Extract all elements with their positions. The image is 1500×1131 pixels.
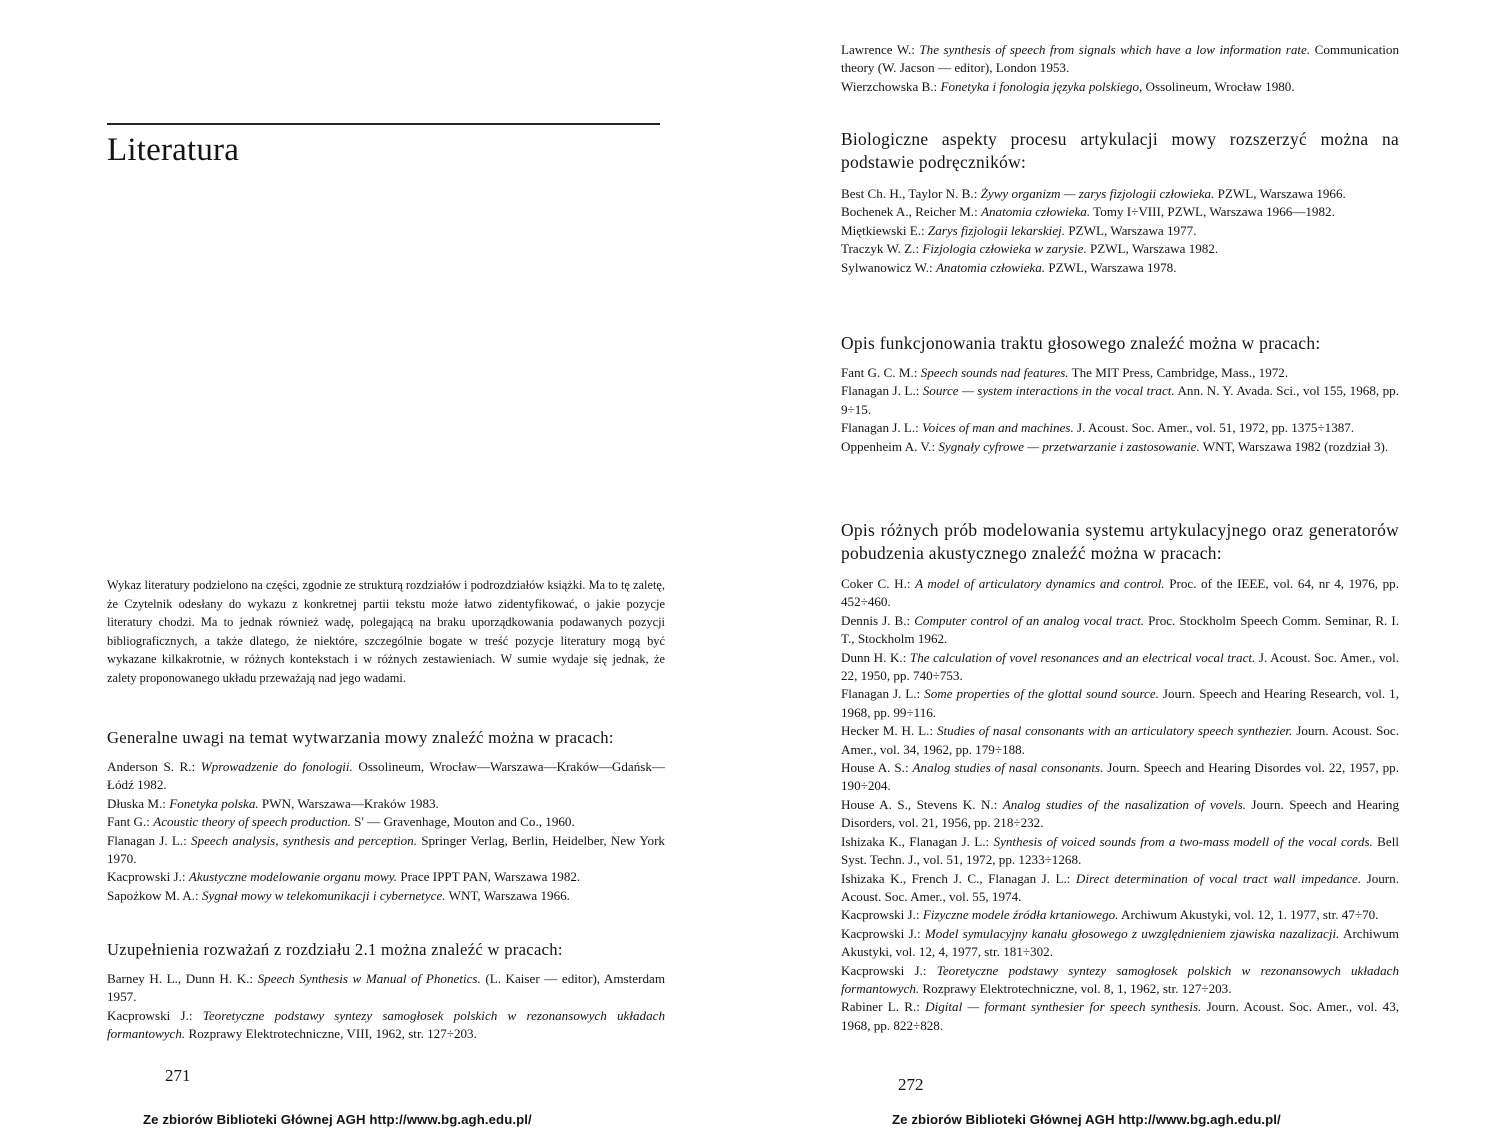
reference-publication: Archiwum Akustyki, vol. 12, 4, 1977, str. 181÷302. bbox=[841, 925, 1399, 960]
reference-entry bbox=[841, 203, 1399, 221]
reference-author: Dennis J. B.: bbox=[841, 612, 915, 628]
reference-title: A model of articulatory dynamics and control. bbox=[915, 576, 1165, 591]
reference-list bbox=[107, 758, 665, 905]
reference-author: Flanagan J. L.: bbox=[107, 832, 192, 848]
reference-publication: Tomy I÷VIII, PZWL, Warszawa 1966—1982. bbox=[1090, 204, 1335, 220]
reference-title: Digital — formant synthesier for speech synthesis. bbox=[925, 999, 1202, 1015]
reference-publication: (L. Kaiser — editor), Amsterdam 1957. bbox=[107, 971, 666, 1005]
reference-entry bbox=[841, 796, 1399, 833]
reference-entry bbox=[841, 185, 1399, 203]
reference-author: Traczyk W. Z.: bbox=[841, 241, 923, 257]
reference-author: Sylwanowicz W.: bbox=[841, 259, 936, 275]
section-heading: Generalne uwagi na temat wytwarzania mowy znaleźć można w pracach: bbox=[107, 728, 614, 747]
reference-author: Lawrence W.: bbox=[841, 42, 920, 57]
reference-entry bbox=[841, 833, 1399, 870]
reference-publication: Ossolineum, Wrocław 1980. bbox=[1142, 78, 1295, 94]
reference-publication: PZWL, Warszawa 1978. bbox=[1045, 259, 1177, 275]
reference-title: Fonetyka polska. bbox=[169, 795, 259, 811]
reference-entry bbox=[841, 240, 1399, 258]
reference-author: Ishizaka K., Flanagan J. L.: bbox=[841, 833, 994, 849]
reference-entry bbox=[841, 759, 1399, 796]
reference-author: Fant G.: bbox=[107, 814, 154, 830]
reference-entry bbox=[841, 41, 1399, 78]
reference-author: Hecker M. H. L.: bbox=[841, 723, 937, 739]
reference-publication: PZWL, Warszawa 1977. bbox=[1065, 222, 1197, 238]
reference-entry bbox=[841, 364, 1399, 382]
reference-list bbox=[841, 575, 1399, 1035]
reference-publication: Communication theory (W. Jacson — editor), London 1953. bbox=[841, 42, 1399, 76]
reference-entry bbox=[841, 419, 1399, 437]
reference-author: House A. S., Stevens K. N.: bbox=[841, 796, 1003, 812]
reference-entry bbox=[841, 998, 1399, 1035]
reference-publication: WNT, Warszawa 1982 (rozdział 3). bbox=[1199, 438, 1389, 454]
section-heading: Uzupełnienia rozważań z rozdziału 2.1 można znaleźć w pracach: bbox=[107, 940, 563, 959]
reference-entry bbox=[107, 887, 665, 905]
reference-author: Ishizaka K., French J. C., Flanagan J. L.: bbox=[841, 870, 1076, 886]
reference-title: Fizjologia człowieka w zarysie. bbox=[922, 241, 1087, 257]
reference-entry bbox=[107, 832, 665, 869]
reference-publication: Journ. Speech and Hearing Research, vol. 1, 1968, pp. 99÷116. bbox=[841, 686, 1399, 720]
reference-title: Żywy organizm — zarys fizjologii człowieka. bbox=[980, 186, 1215, 201]
reference-list bbox=[841, 41, 1399, 96]
section-heading: Opis funkcjonowania traktu głosowego znaleźć można w pracach: bbox=[841, 333, 1321, 353]
reference-publication: J. Acoust. Soc. Amer., vol. 22, 1950, pp. 740÷753. bbox=[841, 649, 1400, 684]
reference-entry bbox=[841, 259, 1399, 277]
reference-title: Speech sounds nad features. bbox=[920, 365, 1069, 380]
reference-title: Teoretyczne podstawy syntezy samogłosek polskich w rezonansowych układach formantowych. bbox=[841, 962, 1399, 996]
reference-publication: PZWL, Warszawa 1966. bbox=[1214, 186, 1346, 201]
reference-author: Barney H. L., Dunn H. K.: bbox=[107, 971, 258, 986]
reference-title: Sygnały cyfrowe — przetwarzanie i zastosowanie. bbox=[938, 438, 1200, 454]
reference-author: Dunn H. K.: bbox=[841, 649, 910, 665]
reference-entry bbox=[841, 438, 1399, 456]
reference-author: Kacprowski J.: bbox=[107, 1007, 203, 1023]
reference-publication: The MIT Press, Cambridge, Mass., 1972. bbox=[1068, 365, 1289, 380]
reference-publication: PWN, Warszawa—Kraków 1983. bbox=[258, 795, 439, 811]
reference-entry bbox=[107, 868, 665, 886]
reference-publication: J. Acoust. Soc. Amer., vol. 51, 1972, pp. 1375÷1387. bbox=[1073, 420, 1355, 436]
reference-list bbox=[841, 185, 1399, 277]
reference-title: Teoretyczne podstawy syntezy samogłosek polskich w rezonansowych układach formantowych. bbox=[107, 1007, 665, 1042]
reference-author: Flanagan J. L.: bbox=[841, 420, 923, 436]
page-title: Literatura bbox=[107, 132, 240, 168]
reference-publication: Bell Syst. Techn. J., vol. 51, 1972, pp. 1233÷1268. bbox=[841, 833, 1399, 868]
reference-entry bbox=[841, 685, 1399, 722]
section-vocal-tract bbox=[841, 332, 1399, 456]
reference-title: Akustyczne modelowanie organu mowy. bbox=[188, 869, 398, 885]
reference-list bbox=[841, 364, 1399, 456]
top-references bbox=[841, 41, 1399, 96]
reference-title: Fonetyka i fonologia języka polskiego, bbox=[940, 78, 1143, 94]
reference-author: Rabiner L. R.: bbox=[841, 999, 926, 1015]
reference-title: Studies of nasal consonants with an articulatory speech synthezier. bbox=[937, 723, 1293, 739]
reference-entry bbox=[841, 222, 1399, 240]
library-footer: Ze zbiorów Biblioteki Głównej AGH http://www.bg.agh.edu.pl/ bbox=[892, 1112, 1281, 1127]
reference-publication: Archiwum Akustyki, vol. 12, 1. 1977, str. 47÷70. bbox=[1118, 907, 1379, 923]
reference-publication: Journ. Speech and Hearing Disorders, vol. 21, 1956, pp. 218÷232. bbox=[841, 796, 1399, 831]
reference-entry bbox=[841, 870, 1399, 907]
reference-title: Analog studies of nasal consonants. bbox=[912, 760, 1104, 776]
reference-title: Computer control of an analog vocal tract. bbox=[914, 612, 1145, 628]
reference-publication: S' — Gravenhage, Mouton and Co., 1960. bbox=[350, 814, 575, 830]
section-biology bbox=[841, 128, 1399, 277]
reference-author: Sapożkow M. A.: bbox=[107, 887, 202, 903]
reference-author: Wierzchowska B.: bbox=[841, 78, 941, 94]
reference-entry bbox=[107, 758, 665, 795]
reference-author: Kacprowski J.: bbox=[107, 869, 189, 885]
reference-title: Fizyczne modele źródła krtaniowego. bbox=[922, 907, 1119, 923]
reference-author: Dłuska M.: bbox=[107, 795, 170, 811]
reference-title: Some properties of the glottal sound source. bbox=[924, 686, 1159, 702]
reference-publication: Proc. Stockholm Speech Comm. Seminar, R. I. T., Stockholm 1962. bbox=[841, 612, 1399, 647]
reference-author: Anderson S. R.: bbox=[107, 759, 201, 774]
reference-author: Fant G. C. M.: bbox=[841, 365, 921, 380]
reference-author: Kacprowski J.: bbox=[841, 925, 925, 941]
section-heading: Opis różnych prób modelowania systemu artykulacyjnego oraz generatorów pobudzenia akustycznego znaleźć można w pracach: bbox=[841, 520, 1399, 563]
reference-title: Wprowadzenie do fonologii. bbox=[200, 759, 353, 774]
reference-title: Model symulacyjny kanału głosowego z uwzględnieniem zjawiska nazalizacji. bbox=[924, 925, 1340, 941]
intro-paragraph: Wykaz literatury podzielono na części, zgodnie ze strukturą rozdziałów i podrozdziałów książki. Ma to tę zaletę, że Czytelnik odesłany do wykazu z konkretnej partii tekstu może łatwo zidentyfikować, o jakie pozycje literatury chodzi. Ma to jednak również wadę, polegającą na braku uporządkowania podawanych pozycji bibliograficznych, a także dlatego, że niektóre, szczególnie bogate w treść pozycje literatury mogą być wykazane kilkakrotnie, w różnych kontekstach i w różnych zestawieniach. W sumie wydaje się jednak, że zalety proponowanego układu przeważają nad jego wadami. bbox=[107, 578, 665, 685]
reference-author: Kacprowski J.: bbox=[841, 962, 937, 978]
reference-title: Zarys fizjologii lekarskiej. bbox=[927, 222, 1066, 238]
reference-publication: Springer Verlag, Berlin, Heidelber, New York 1970. bbox=[107, 832, 665, 867]
reference-title: Voices of man and machines. bbox=[922, 420, 1074, 436]
reference-title: Anatomia człowieka. bbox=[981, 204, 1091, 220]
reference-publication: Rozprawy Elektrotechniczne, VIII, 1962, str. 127÷203. bbox=[185, 1026, 477, 1042]
reference-entry bbox=[841, 722, 1399, 759]
reference-title: Sygnał mowy w telekomunikacji i cybernetyce. bbox=[201, 887, 446, 903]
reference-entry bbox=[841, 906, 1399, 924]
section-chapter-2-1 bbox=[107, 939, 665, 1044]
intro-block bbox=[107, 576, 665, 687]
reference-author: Best Ch. H., Taylor N. B.: bbox=[841, 186, 981, 201]
reference-title: Anatomia człowieka. bbox=[935, 259, 1046, 275]
reference-publication: Ann. N. Y. Avada. Sci., vol 155, 1968, pp. 9÷15. bbox=[841, 383, 1399, 417]
reference-author: House A. S.: bbox=[841, 760, 913, 776]
section-general bbox=[107, 727, 665, 905]
reference-entry bbox=[107, 970, 665, 1007]
right-page bbox=[750, 0, 1500, 1131]
reference-publication: Journ. Speech and Hearing Disordes vol. 22, 1957, pp. 190÷204. bbox=[841, 760, 1399, 794]
section-heading: Biologiczne aspekty procesu artykulacji mowy rozszerzyć można na podstawie podręczników: bbox=[841, 129, 1399, 172]
reference-entry bbox=[107, 813, 665, 831]
reference-entry bbox=[841, 962, 1399, 999]
reference-title: Analog studies of the nasalization of vovels. bbox=[1002, 796, 1246, 812]
reference-title: Speech Synthesis w Manual of Phonetics. bbox=[257, 971, 481, 986]
reference-title: The calculation of vovel resonances and an electrical vocal tract. bbox=[909, 649, 1256, 665]
reference-publication: Journ. Acoust. Soc. Amer., vol. 55, 1974. bbox=[841, 870, 1399, 904]
reference-author: Flanagan J. L.: bbox=[841, 686, 925, 702]
reference-entry bbox=[841, 925, 1399, 962]
page-number: 271 bbox=[165, 1066, 191, 1085]
title-rule bbox=[107, 123, 660, 125]
reference-publication: Rozprawy Elektrotechniczne, vol. 8, 1, 1962, str. 127÷203. bbox=[919, 980, 1232, 996]
reference-entry bbox=[841, 78, 1399, 96]
reference-author: Kacprowski J.: bbox=[841, 907, 923, 923]
library-footer: Ze zbiorów Biblioteki Głównej AGH http://www.bg.agh.edu.pl/ bbox=[143, 1112, 532, 1127]
reference-author: Oppenheim A. V.: bbox=[841, 438, 939, 454]
reference-entry bbox=[841, 575, 1399, 612]
reference-title: Synthesis of voiced sounds from a two-mass modell of the vocal cords. bbox=[993, 833, 1373, 849]
reference-publication: Proc. of the IEEE, vol. 64, nr 4, 1976, pp. 452÷460. bbox=[841, 576, 1399, 610]
reference-entry bbox=[107, 795, 665, 813]
reference-author: Coker C. H.: bbox=[841, 576, 916, 591]
reference-title: The synthesis of speech from signals which have a low information rate. bbox=[919, 42, 1311, 57]
reference-title: Source — system interactions in the vocal tract. bbox=[922, 383, 1175, 399]
reference-title: Direct determination of vocal tract wall impedance. bbox=[1075, 870, 1362, 886]
reference-publication: WNT, Warszawa 1966. bbox=[445, 887, 570, 903]
reference-title: Acoustic theory of speech production. bbox=[153, 814, 351, 830]
reference-publication: Journ. Acoust. Soc. Amer., vol. 34, 1962, pp. 179÷188. bbox=[841, 723, 1400, 757]
reference-author: Miętkiewski E.: bbox=[841, 222, 928, 238]
section-modelling bbox=[841, 519, 1399, 1035]
reference-author: Flanagan J. L.: bbox=[841, 383, 923, 399]
reference-list bbox=[107, 970, 665, 1044]
reference-entry bbox=[841, 612, 1399, 649]
reference-publication: Prace IPPT PAN, Warszawa 1982. bbox=[397, 869, 581, 885]
reference-publication: PZWL, Warszawa 1982. bbox=[1086, 241, 1219, 257]
page-number: 272 bbox=[898, 1075, 924, 1094]
reference-entry bbox=[841, 649, 1399, 686]
reference-entry bbox=[841, 382, 1399, 419]
reference-publication: Ossolineum, Wrocław—Warszawa—Kraków—Gdańsk—Łódź 1982. bbox=[107, 759, 665, 793]
reference-publication: Journ. Acoust. Soc. Amer., vol. 43, 1968, pp. 822÷828. bbox=[841, 999, 1400, 1033]
reference-author: Bochenek A., Reicher M.: bbox=[841, 204, 981, 220]
reference-title: Speech analysis, synthesis and perception. bbox=[191, 832, 417, 848]
reference-entry bbox=[107, 1007, 665, 1044]
